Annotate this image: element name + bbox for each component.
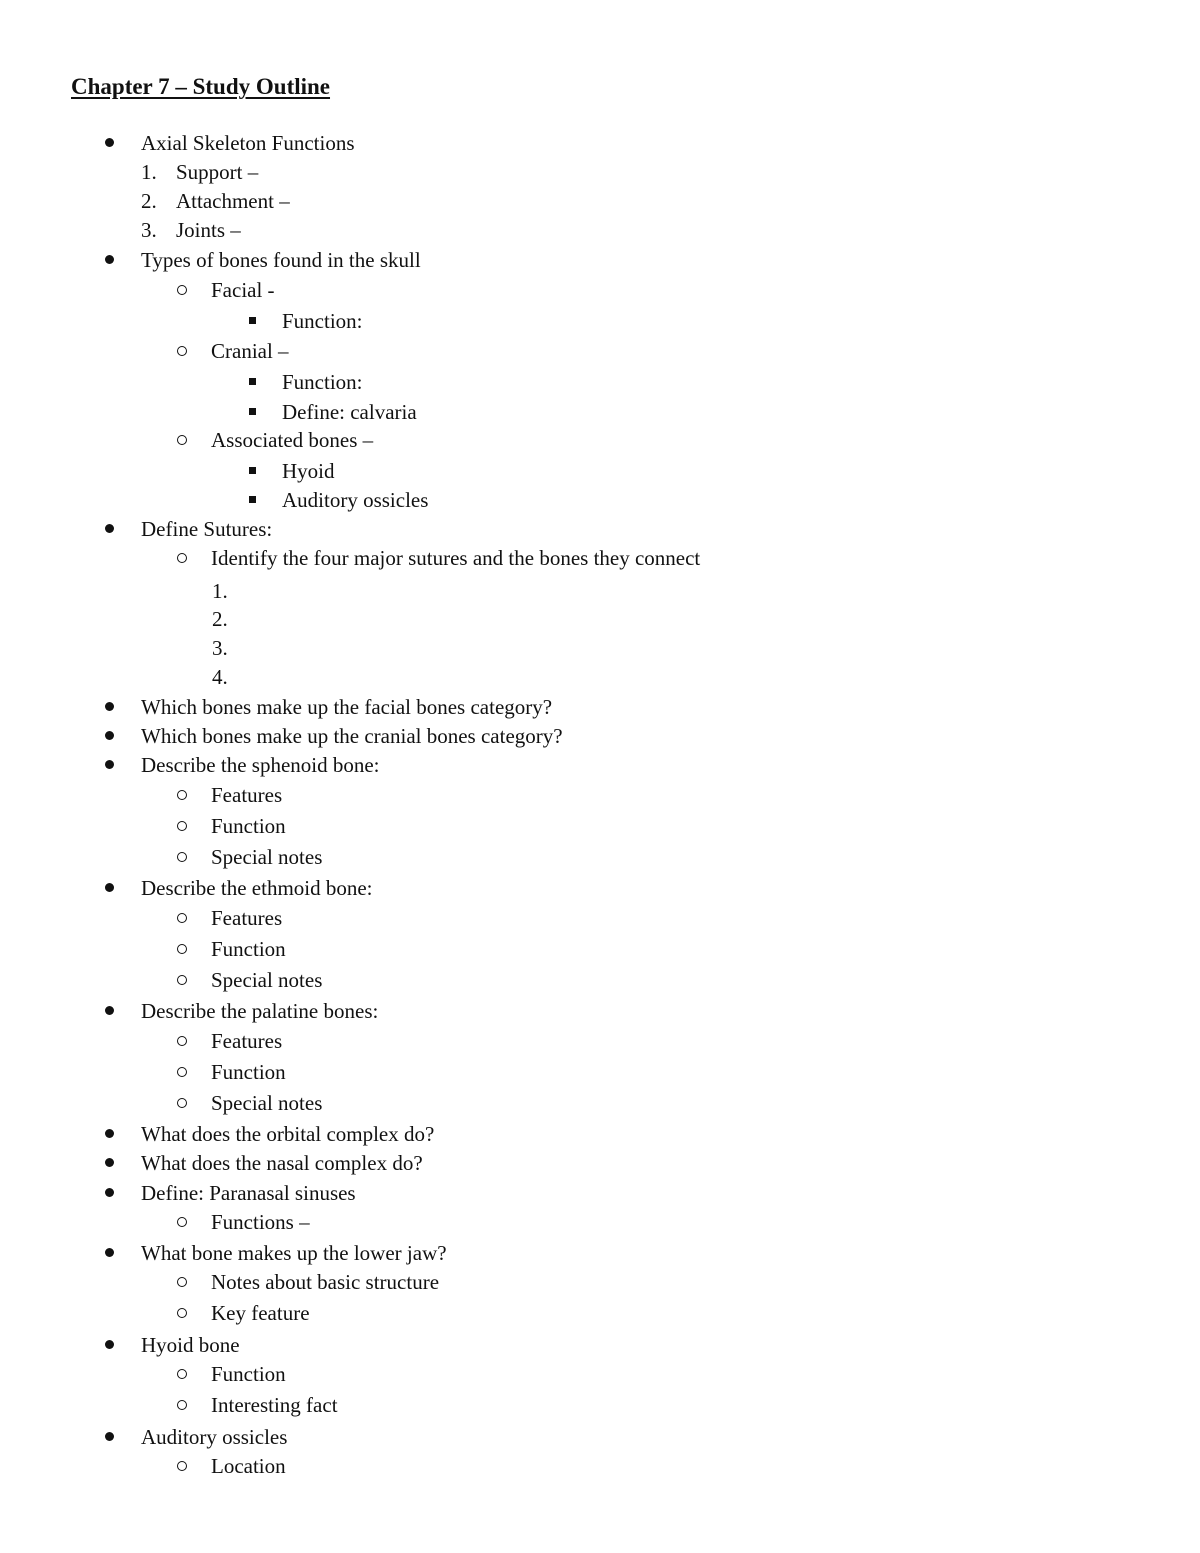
subsub-item-text: Hyoid xyxy=(282,459,335,483)
subsub-item-text: Auditory ossicles xyxy=(282,488,429,512)
sub-item-text: Facial - xyxy=(211,278,275,302)
item-number: 2. xyxy=(141,189,157,213)
bullet-text: Auditory ossicles xyxy=(141,1425,288,1449)
sub-item-text: Function xyxy=(211,814,286,838)
sub-item-text: Special notes xyxy=(211,1091,323,1115)
sub-item-text: Special notes xyxy=(211,968,323,992)
numbered-text: Attachment – xyxy=(176,189,290,213)
sub-item-text: Features xyxy=(211,906,283,930)
sub-item-text: Features xyxy=(211,783,283,807)
sub-item-text: Special notes xyxy=(211,845,323,869)
bullet-disc-icon xyxy=(105,524,114,533)
sub-item-text: Function xyxy=(211,1060,286,1084)
sub-item-text: Features xyxy=(211,1029,283,1053)
bullet-text: Hyoid bone xyxy=(141,1333,240,1357)
bullet-text: Types of bones found in the skull xyxy=(141,248,421,272)
bullet-text: Which bones make up the cranial bones category? xyxy=(141,724,563,748)
bullet-circle-icon xyxy=(177,944,187,954)
numbered-text: Support – xyxy=(176,160,259,184)
sub-item-text: Cranial – xyxy=(211,339,289,363)
bullet-disc-icon xyxy=(105,1158,114,1167)
bullet-circle-icon xyxy=(177,346,187,356)
bullet-square-icon xyxy=(249,408,256,415)
sub-item-text: Location xyxy=(211,1454,286,1478)
sub-item-text: Function xyxy=(211,937,286,961)
bullet-disc-icon xyxy=(105,1129,114,1138)
bullet-disc-icon xyxy=(105,1248,114,1257)
bullet-circle-icon xyxy=(177,285,187,295)
bullet-circle-icon xyxy=(177,1400,187,1410)
bullet-circle-icon xyxy=(177,913,187,923)
sub-item-text: Function xyxy=(211,1362,286,1386)
bullet-text: Define Sutures: xyxy=(141,517,273,541)
bullet-square-icon xyxy=(249,467,256,474)
bullet-disc-icon xyxy=(105,1188,114,1197)
page-title: Chapter 7 – Study Outline xyxy=(71,74,331,99)
bullet-disc-icon xyxy=(105,1432,114,1441)
bullet-text: Describe the sphenoid bone: xyxy=(141,753,380,777)
subsub-item-text: Define: calvaria xyxy=(282,400,417,424)
sub-item-text: Notes about basic structure xyxy=(211,1270,440,1294)
bullet-square-icon xyxy=(249,378,256,385)
item-number: 1. xyxy=(212,579,228,603)
item-number: 3. xyxy=(212,636,228,660)
bullet-circle-icon xyxy=(177,553,187,563)
bullet-disc-icon xyxy=(105,702,114,711)
sub-item-text: Functions – xyxy=(211,1210,310,1234)
bullet-circle-icon xyxy=(177,1067,187,1077)
bullet-circle-icon xyxy=(177,975,187,985)
bullet-disc-icon xyxy=(105,255,114,264)
bullet-circle-icon xyxy=(177,1217,187,1227)
bullet-circle-icon xyxy=(177,821,187,831)
subsub-item-text: Function: xyxy=(282,309,363,333)
bullet-text: Which bones make up the facial bones category? xyxy=(141,695,553,719)
bullet-circle-icon xyxy=(177,1277,187,1287)
bullet-disc-icon xyxy=(105,731,114,740)
bullet-disc-icon xyxy=(105,1006,114,1015)
bullet-circle-icon xyxy=(177,1036,187,1046)
bullet-disc-icon xyxy=(105,883,114,892)
bullet-circle-icon xyxy=(177,1308,187,1318)
bullet-text: What does the orbital complex do? xyxy=(141,1122,435,1146)
numbered-text: Joints – xyxy=(176,218,241,242)
sub-item-text: Interesting fact xyxy=(211,1393,338,1417)
item-number: 4. xyxy=(212,665,228,689)
bullet-text: What does the nasal complex do? xyxy=(141,1151,423,1175)
subsub-item-text: Function: xyxy=(282,370,363,394)
bullet-circle-icon xyxy=(177,852,187,862)
item-number: 1. xyxy=(141,160,157,184)
bullet-disc-icon xyxy=(105,138,114,147)
bullet-text: Axial Skeleton Functions xyxy=(141,131,355,155)
bullet-square-icon xyxy=(249,317,256,324)
sub-item-text: Key feature xyxy=(211,1301,310,1325)
item-number: 3. xyxy=(141,218,157,242)
bullet-circle-icon xyxy=(177,435,187,445)
bullet-circle-icon xyxy=(177,1098,187,1108)
bullet-text: Describe the palatine bones: xyxy=(141,999,379,1023)
sub-item-text: Identify the four major sutures and the bones they connect xyxy=(211,546,701,570)
bullet-circle-icon xyxy=(177,790,187,800)
bullet-circle-icon xyxy=(177,1369,187,1379)
bullet-text: Describe the ethmoid bone: xyxy=(141,876,373,900)
bullet-disc-icon xyxy=(105,1340,114,1349)
sub-item-text: Associated bones – xyxy=(211,428,374,452)
bullet-text: Define: Paranasal sinuses xyxy=(141,1181,356,1205)
bullet-square-icon xyxy=(249,496,256,503)
bullet-circle-icon xyxy=(177,1461,187,1471)
bullet-text: What bone makes up the lower jaw? xyxy=(141,1241,447,1265)
item-number: 2. xyxy=(212,607,228,631)
bullet-disc-icon xyxy=(105,760,114,769)
